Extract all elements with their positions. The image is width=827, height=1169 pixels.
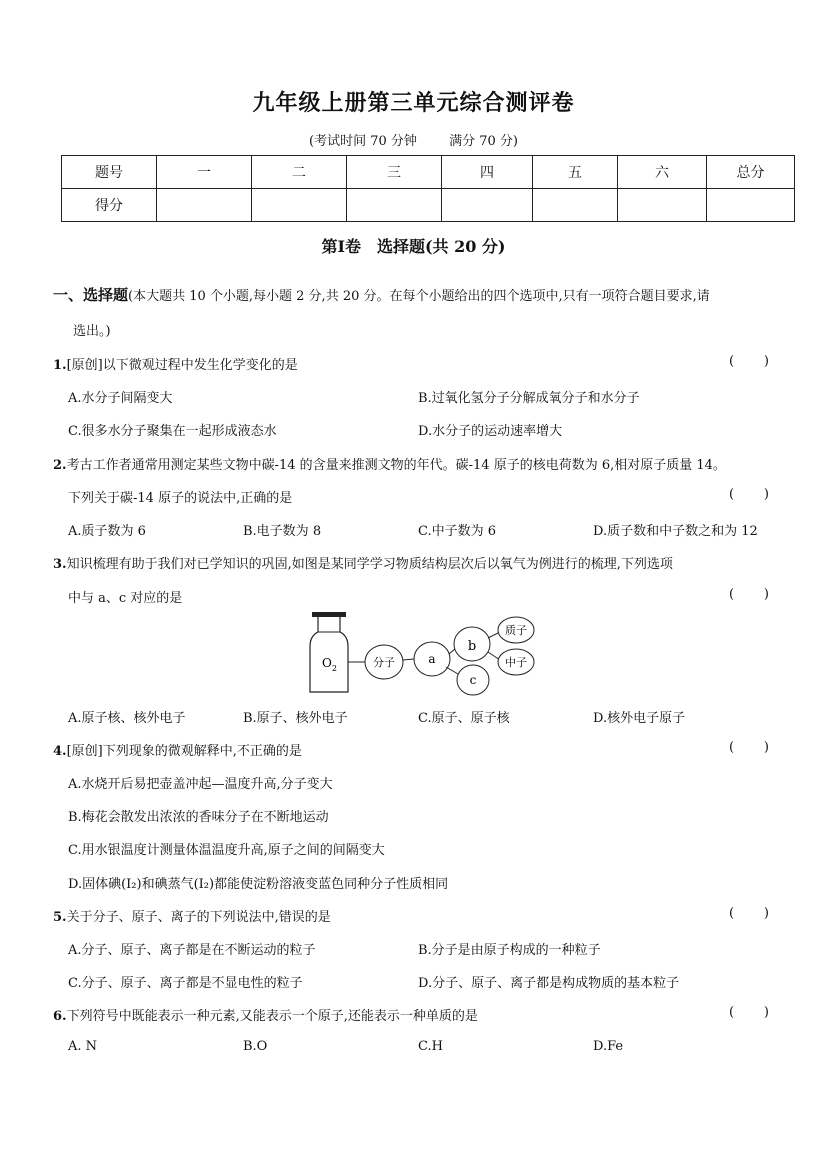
bracket-open: ( — [729, 587, 735, 602]
question-text: [原创]下列现象的微观解释中,不正确的是 — [66, 744, 302, 759]
part-description-cont: 选出。) — [73, 324, 111, 339]
score-input-cell — [533, 189, 618, 222]
question-6 — [53, 1005, 478, 1024]
option: D.质子数和中子数之和为 12 — [593, 524, 758, 539]
option: C.分子、原子、离子都是不显电性的粒子 — [68, 976, 303, 991]
score-table — [61, 155, 795, 222]
bracket-open: ( — [729, 906, 735, 921]
score-input-cell — [618, 189, 707, 222]
answer-bracket — [729, 740, 769, 755]
option: C.原子、原子核 — [418, 711, 510, 726]
exam-full-score: 满分 70 分) — [449, 134, 518, 149]
option: B.电子数为 8 — [243, 524, 322, 539]
option: C.用水银温度计测量体温温度升高,原子之间的间隔变大 — [68, 843, 385, 858]
bracket-open: ( — [729, 487, 735, 502]
question-text: [原创]以下微观过程中发生化学变化的是 — [66, 358, 298, 373]
answer-bracket — [729, 906, 769, 921]
exam-info — [0, 130, 827, 149]
question-text: 考古工作者通常用测定某些文物中碳-14 的含量来推测文物的年代。碳-14 原子的核电荷数为 6,相对原子质量 14。 — [66, 458, 726, 473]
option: D.固体碘(I₂)和碘蒸气(I₂)都能使淀粉溶液变蓝色同种分子性质相同 — [68, 877, 449, 892]
option: C.很多水分子聚集在一起形成液态水 — [68, 424, 277, 439]
bracket-close: ) — [763, 1005, 769, 1020]
bracket-close: ) — [763, 906, 769, 921]
question-text-cont: 中与 a、c 对应的是 — [68, 591, 183, 606]
question-3 — [53, 553, 673, 572]
option: A. N — [68, 1039, 98, 1054]
question-number: 4. — [53, 744, 67, 759]
bracket-close: ) — [763, 587, 769, 602]
question-number: 3. — [53, 557, 67, 572]
score-table-header-row — [62, 156, 795, 189]
bracket-close: ) — [763, 740, 769, 755]
score-cell: 总分 — [707, 156, 795, 189]
question-5 — [53, 906, 331, 925]
answer-bracket — [729, 487, 769, 502]
oxygen-structure-diagram — [298, 610, 538, 698]
question-number: 1. — [53, 358, 67, 373]
question-number: 5. — [53, 910, 67, 925]
bracket-close: ) — [763, 354, 769, 369]
score-cell: 五 — [533, 156, 618, 189]
bracket-open: ( — [729, 1005, 735, 1020]
option: A.分子、原子、离子都是在不断运动的粒子 — [68, 943, 316, 958]
question-text: 知识梳理有助于我们对已学知识的巩固,如图是某同学学习物质结构层次后以氧气为例进行的梳理,下列选项 — [66, 557, 673, 572]
section-title: 第Ⅰ卷 选择题(共 20 分) — [321, 237, 506, 256]
question-text: 下列符号中既能表示一种元素,又能表示一个原子,还能表示一种单质的是 — [66, 1009, 478, 1024]
score-input-cell — [252, 189, 347, 222]
option: A.水分子间隔变大 — [68, 391, 173, 406]
answer-bracket — [729, 354, 769, 369]
score-input-cell — [442, 189, 533, 222]
option: B.过氧化氢分子分解成氧分子和水分子 — [418, 391, 640, 406]
score-input-cell — [347, 189, 442, 222]
answer-bracket — [729, 587, 769, 602]
question-text-cont: 下列关于碳-14 原子的说法中,正确的是 — [68, 491, 293, 506]
score-cell: 题号 — [62, 156, 157, 189]
bracket-open: ( — [729, 740, 735, 755]
question-4 — [53, 740, 302, 759]
neutron-label: 中子 — [505, 656, 527, 669]
part-label: 一、选择题 — [53, 286, 129, 304]
option: B.原子、核外电子 — [243, 711, 348, 726]
question-number: 6. — [53, 1009, 67, 1024]
option: B.分子是由原子构成的一种粒子 — [418, 943, 601, 958]
option: C.H — [418, 1039, 443, 1054]
score-input-cell — [707, 189, 795, 222]
question-number: 2. — [53, 458, 67, 473]
option: B.梅花会散发出浓浓的香味分子在不断地运动 — [68, 810, 329, 825]
molecule-label: 分子 — [373, 656, 395, 669]
option: D.核外电子原子 — [593, 711, 686, 726]
b-label: b — [467, 639, 477, 654]
exam-time: (考试时间 70 分钟 — [309, 134, 417, 149]
proton-label: 质子 — [505, 624, 527, 637]
c-label: c — [469, 673, 477, 687]
bracket-close: ) — [763, 487, 769, 502]
score-table-score-row — [62, 189, 795, 222]
part-instructions — [53, 284, 710, 305]
connector-line — [446, 667, 458, 674]
a-label: a — [428, 652, 436, 666]
question-2 — [53, 454, 726, 473]
part-description: (本大题共 10 个小题,每小题 2 分,共 20 分。在每个小题给出的四个选项中,只有一项符合题目要求,请 — [128, 289, 710, 304]
score-cell: 得分 — [62, 189, 157, 222]
option: D.分子、原子、离子都是构成物质的基本粒子 — [418, 976, 680, 991]
option: A.水烧开后易把壶盖冲起—温度升高,分子变大 — [68, 777, 333, 792]
score-cell: 六 — [618, 156, 707, 189]
score-cell: 二 — [252, 156, 347, 189]
question-1 — [53, 354, 298, 373]
option: D.水分子的运动速率增大 — [418, 424, 563, 439]
option: D.Fe — [593, 1039, 624, 1054]
question-text: 关于分子、原子、离子的下列说法中,错误的是 — [66, 910, 331, 925]
oxygen-bottle-icon — [310, 612, 348, 692]
option: A.质子数为 6 — [68, 524, 146, 539]
option: A.原子核、核外电子 — [68, 711, 186, 726]
page-title: 九年级上册第三单元综合测评卷 — [252, 90, 575, 116]
score-input-cell — [157, 189, 252, 222]
score-cell: 四 — [442, 156, 533, 189]
bracket-open: ( — [729, 354, 735, 369]
o2-label: $O_2$ — [322, 656, 337, 673]
answer-bracket — [729, 1005, 769, 1020]
option: C.中子数为 6 — [418, 524, 497, 539]
connector-line — [403, 659, 414, 660]
score-cell: 一 — [157, 156, 252, 189]
score-cell: 三 — [347, 156, 442, 189]
option: B.O — [243, 1039, 268, 1054]
